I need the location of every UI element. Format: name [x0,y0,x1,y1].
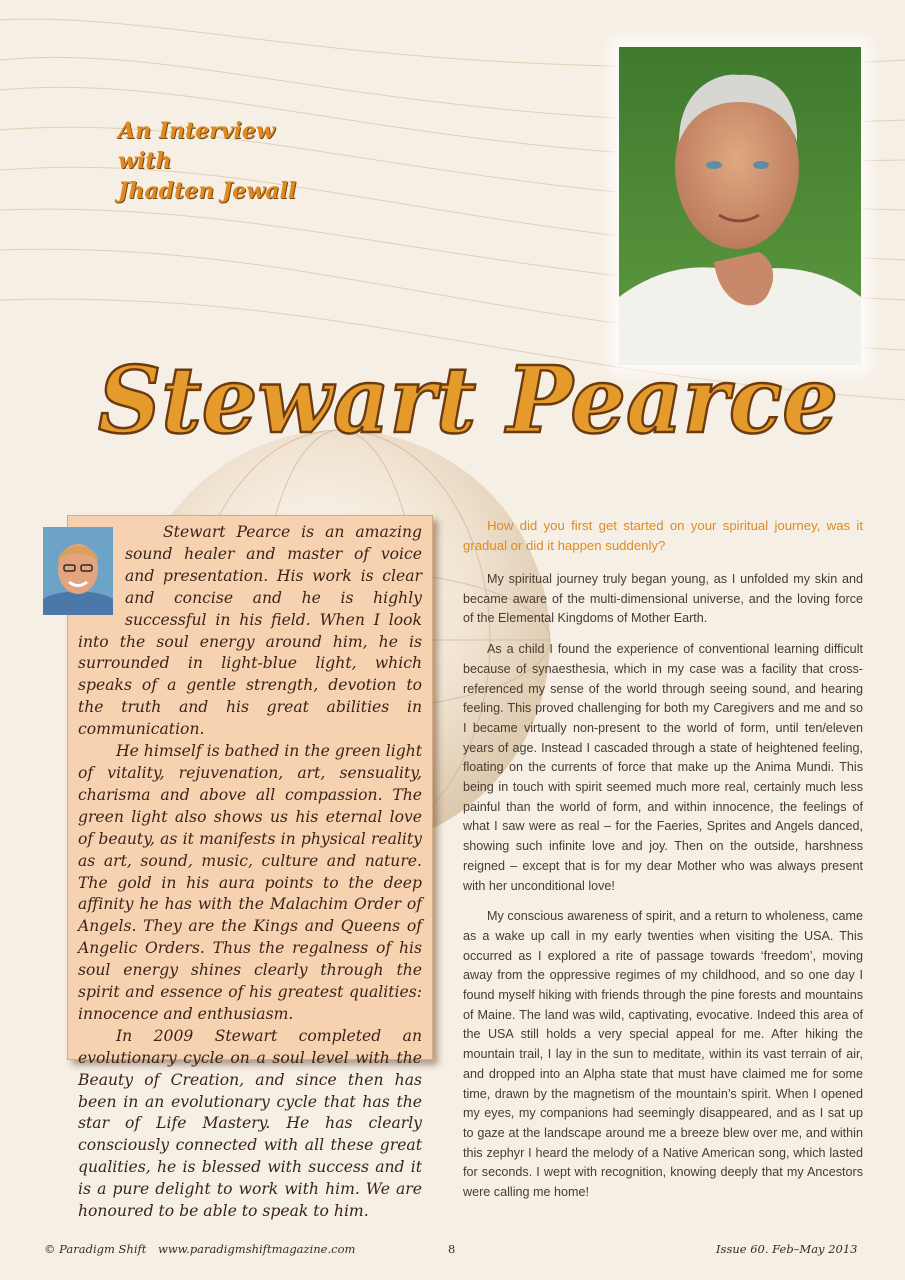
sidebar-paragraph-1: Stewart Pearce is an amazing sound healer and master of voice and presentation. His work is clear and concise and he is highly successful in his field. When I look into the soul energy around him, he is surrounded in light-blue light, which speaks of a gentle strength, devotion to the truth and his great abilities in communication. [78,523,422,739]
footer-issue: Issue 60. Feb–May 2013 [716,1242,858,1256]
interview-line-2: with [118,148,172,174]
portrait-photo [619,47,861,365]
interview-line-3: Jhadten Jewall [118,178,297,204]
sidebar-paragraph-2: He himself is bathed in the green light of vitality, rejuvenation, art, sensuality, charisma and above all compassion. The green light also shows us his eternal love of beauty, as it manifests in physical reality as art, sound, music, culture and nature. The gold in his aura points to the deep affinity he has with the Malachim Order of Angels. They are the Kings and Queens of Angelic Orders. Thus the regalness of his soul energy shines clearly through the spirit and essence of his greatest qualities: innocence and enthusiasm. [78,742,422,1023]
sidebar-portrait-thumbnail [43,527,113,615]
answer-paragraph-2: As a child I found the experience of conventional learning difficult because of synaesthesia, which in my case was a facility that cross-referenced my sense of the world through seeing sound, and hearing feeling. This proved challenging for both my Caregivers and me and so I became virtually non-present to the world of form, until ten/eleven years of age. Instead I cascaded through a state of heightened feeling, floating on the currents of force that make up the Anima Mundi. This being in touch with spirit seemed much more real, certainly much less painful than the world of form, and within innocence, the feelings of what I saw were as real – for the Faeries, Sprites and Angels danced, showing such infinite love and joy. Then on the outside, harshness reigned – except that is for my dear Mother who was always present with her unconditional love! [463,642,863,893]
answer-paragraph-3: My conscious awareness of spirit, and a return to wholeness, came as a wake up call in my early twenties when visiting the USA. This occurred as I explored a rite of passage towards ‘freedom’, moving away from the oppressive regimes of my childhood, and so one day I found myself hiking with friends through the pine forests and mountains of Maine. The land was wild, captivating, evocative. Indeed this area of the USA still holds a very special appeal for me. After hiking the mountain trail, I lay in the sun to meditate, within its vast terrain of air, and dropped into an Alpha state that must have claimed me for some time, drawn by the magnetism of the mountain’s spirit. When I opened my eyes, my companions had seemingly disappeared, and as I sat up to gaze at the landscape around me a breeze blew over me, and within this zephyr I heard the melody of a Native American song, which lasted for seconds. I wept with recognition, knowing deeply that my Ancestors were calling me home! [463,909,863,1200]
interview-line-1: An Interview [118,118,275,144]
sidebar-paragraph-3: In 2009 Stewart completed an evolutionary cycle on a soul level with the Beauty of Creation, and since then has been in an evolutionary cycle that has the star of Life Mastery. He has clearly consciously connected with all these great qualities, he is blessed with success and it is a pure delight to work with him. We are honoured to be able to speak to him. [78,1026,422,1221]
main-title-text: Stewart Pearce [98,346,838,454]
footer-url[interactable]: www.paradigmshiftmagazine.com [158,1242,356,1256]
interview-heading [118,116,438,206]
interview-question: How did you first get started on your spiritual journey, was it gradual or did it happen suddenly? [463,518,863,553]
interview-answer [463,570,863,1214]
page-number: 8 [448,1242,456,1256]
intro-sidebar [67,515,433,1221]
main-title [98,340,858,460]
footer-copyright: © Paradigm Shift [44,1242,147,1256]
answer-paragraph-1: My spiritual journey truly began young, as I unfolded my skin and became aware of the multi-dimensional universe, and the loving force of the Elemental Kingdoms of Mother Earth. [463,572,863,626]
